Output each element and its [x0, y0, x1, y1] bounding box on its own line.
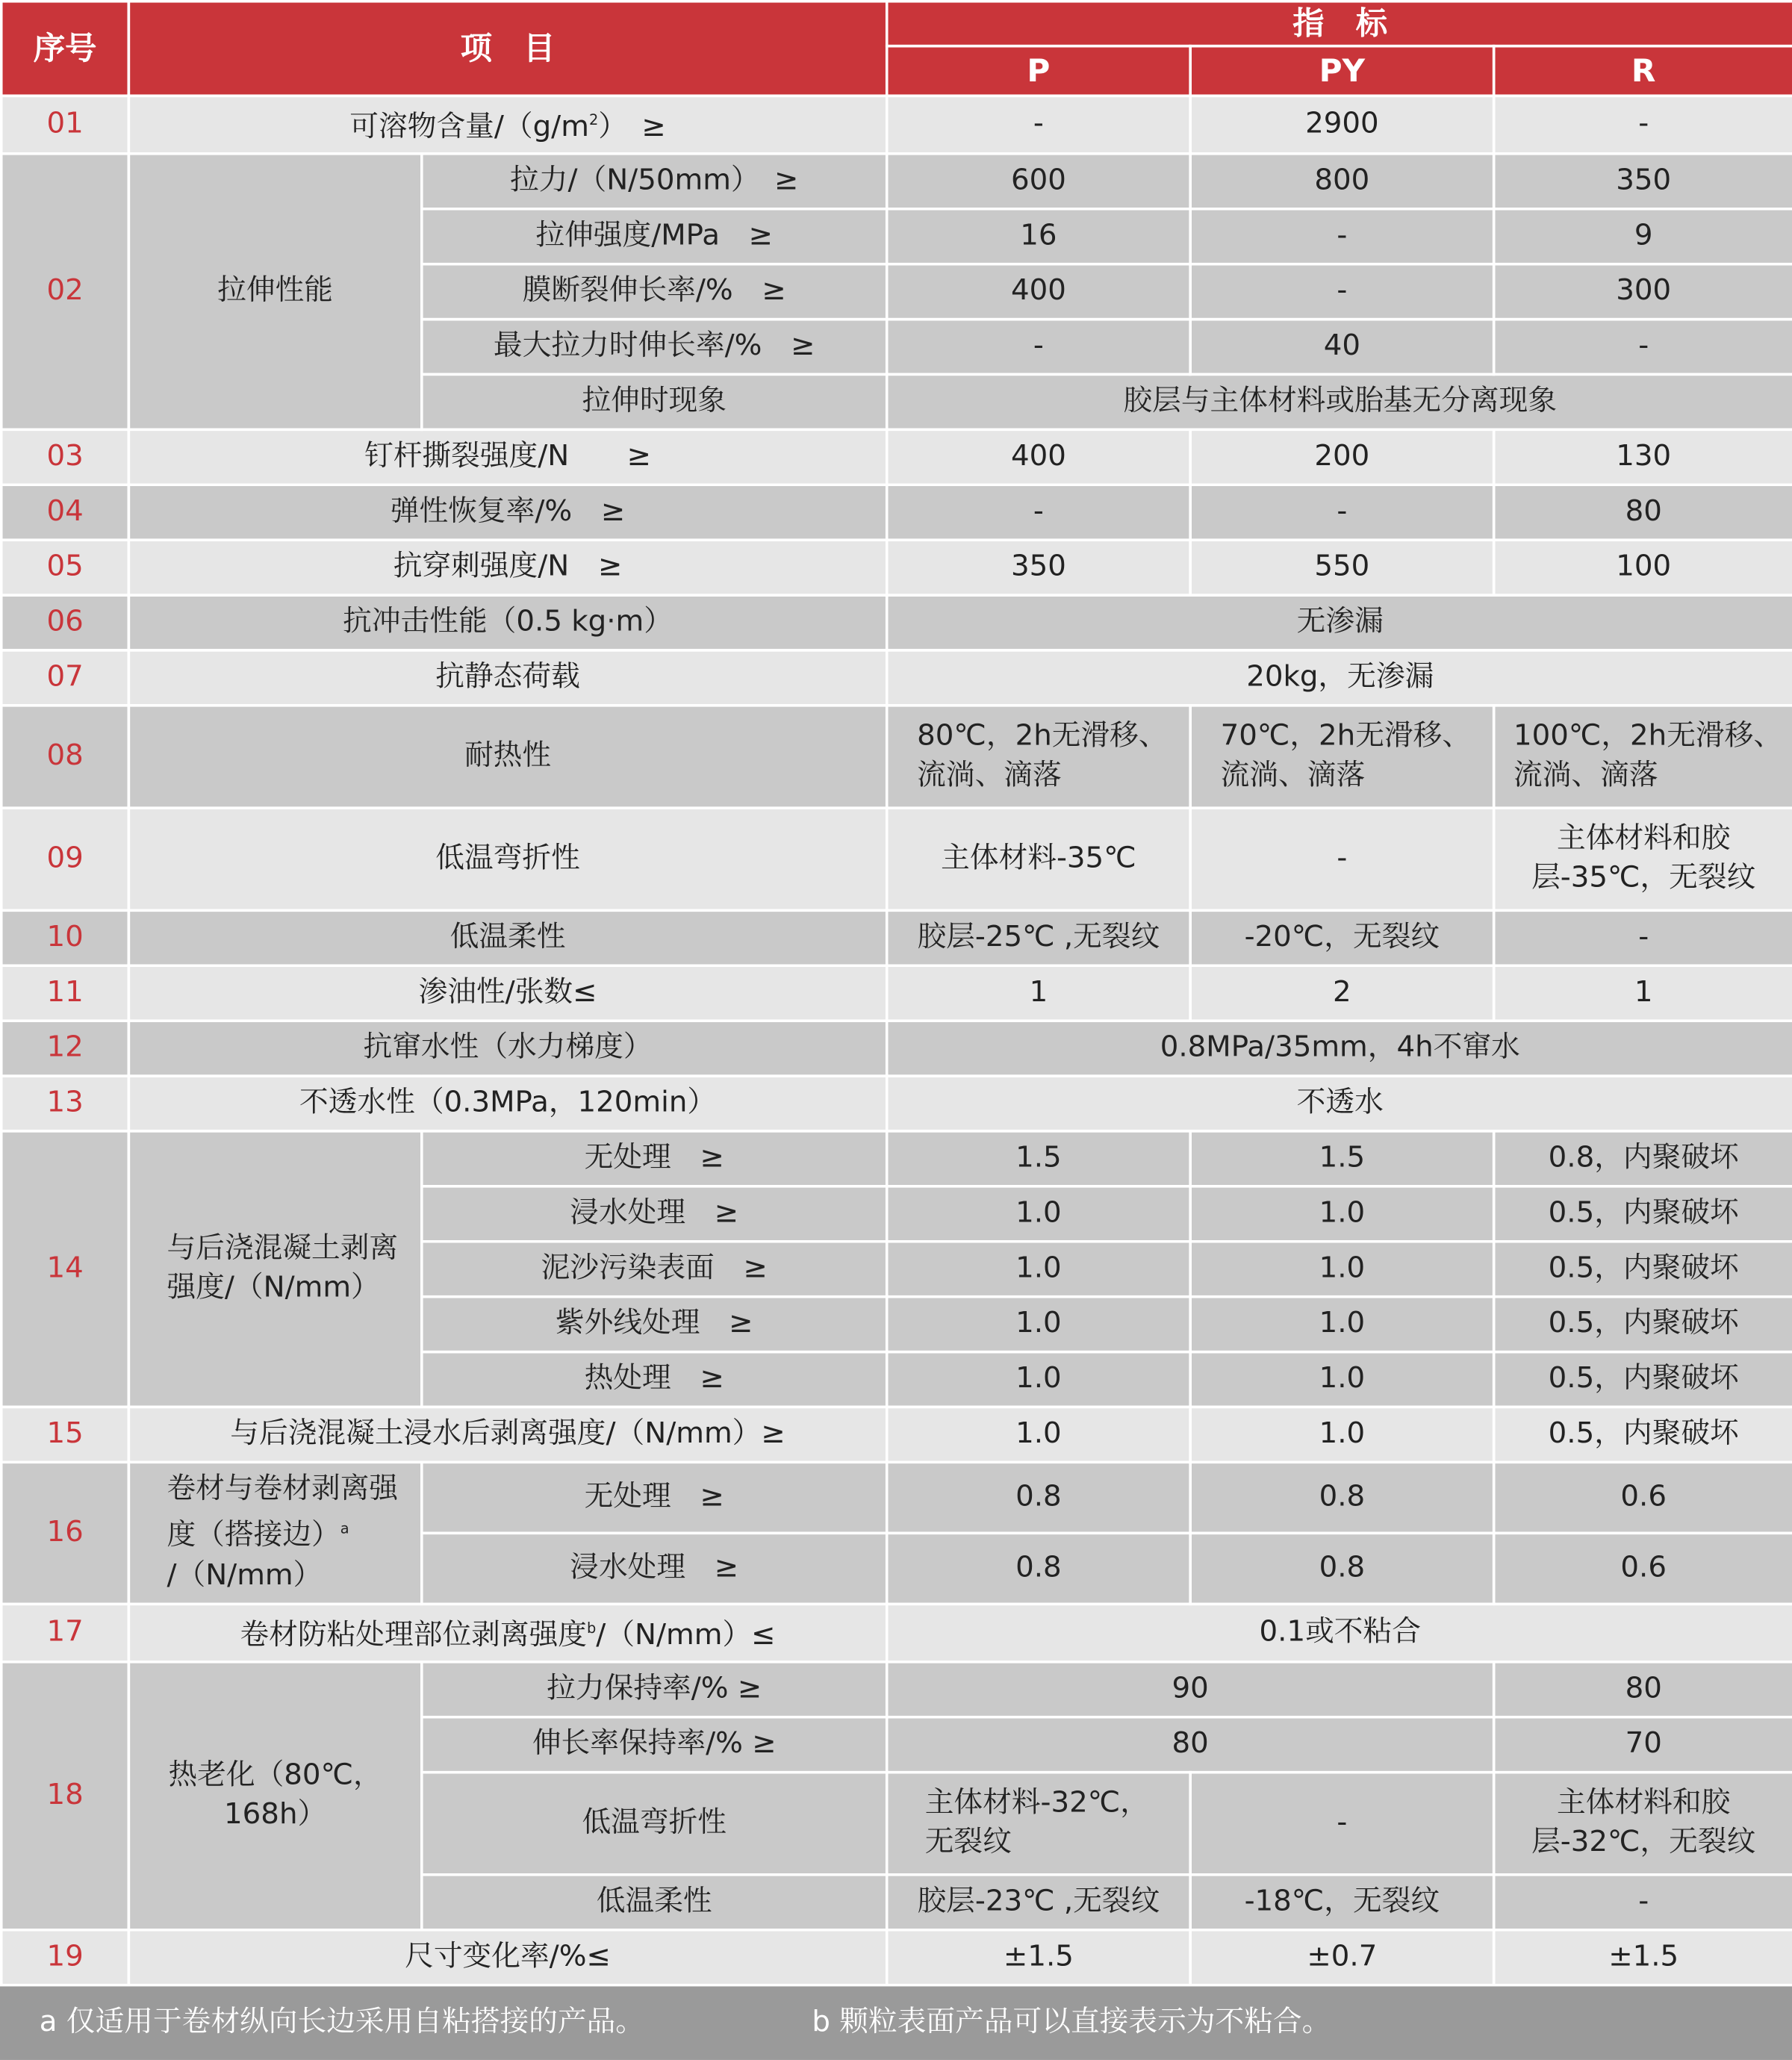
value-py: ±0.7	[1190, 1930, 1493, 1985]
row-12	[1, 1021, 1792, 1076]
row-number: 14	[1, 1131, 129, 1407]
value-py: 1.0	[1190, 1186, 1493, 1242]
value-r: 0.5，内聚破坏	[1494, 1242, 1792, 1297]
value-py: -18℃，无裂纹	[1190, 1875, 1493, 1930]
row-number: 06	[1, 595, 129, 650]
row-16	[1, 1462, 1792, 1533]
row-group: 与后浇混凝土剥离强度/（N/mm）	[128, 1131, 421, 1407]
footnote-b: b 颗粒表面产品可以直接表示为不粘合。	[812, 2005, 1331, 2039]
sub-item: 伸长率保持率/% ≥	[422, 1717, 887, 1773]
row-group-sup: a	[340, 1520, 349, 1538]
row-number: 12	[1, 1021, 129, 1076]
header-py: PY	[1190, 46, 1493, 96]
value-r: 主体材料和胶层-32℃，无裂纹	[1494, 1773, 1792, 1875]
row-group	[128, 1462, 421, 1604]
sub-item: 热处理 ≥	[422, 1352, 887, 1407]
sub-item: 无处理 ≥	[422, 1131, 887, 1186]
row-number: 08	[1, 706, 129, 808]
value-py: -	[1190, 209, 1493, 264]
value-r: 80	[1494, 485, 1792, 540]
row-group: 拉伸性能	[128, 154, 421, 430]
value-r: 300	[1494, 264, 1792, 320]
value-p: -	[887, 96, 1190, 153]
row-number: 05	[1, 540, 129, 595]
row-04	[1, 485, 1792, 540]
value-all: 0.1或不粘合	[887, 1604, 1792, 1661]
sub-item: 低温柔性	[422, 1875, 887, 1930]
footnote-a: a 仅适用于卷材纵向长边采用自粘搭接的产品。	[39, 2005, 645, 2039]
value-p: 0.8	[887, 1462, 1190, 1533]
row-group-unit: /（N/mm）	[167, 1558, 323, 1592]
value-r: 0.5，内聚破坏	[1494, 1186, 1792, 1242]
sub-item: 膜断裂伸长率/% ≥	[422, 264, 887, 320]
sub-item: 泥沙污染表面 ≥	[422, 1242, 887, 1297]
row-06	[1, 595, 1792, 650]
row-item: 尺寸变化率/%≤	[128, 1930, 886, 1985]
value-p: 400	[887, 429, 1190, 485]
row-number: 10	[1, 910, 129, 965]
value-p: -	[887, 320, 1190, 375]
sub-item: 无处理 ≥	[422, 1462, 887, 1533]
value-r: 100	[1494, 540, 1792, 595]
value-p: 400	[887, 264, 1190, 320]
value-py: -	[1190, 264, 1493, 320]
sub-item: 拉力保持率/% ≥	[422, 1662, 887, 1717]
value-all: 0.8MPa/35mm，4h不窜水	[887, 1021, 1792, 1076]
value-r: 70	[1494, 1717, 1792, 1773]
row-item: 抗窜水性（水力梯度）	[128, 1021, 886, 1076]
row-14	[1, 1131, 1792, 1186]
value-py: 2	[1190, 965, 1493, 1021]
value-py: -	[1190, 808, 1493, 910]
value-p-py: 80	[887, 1717, 1494, 1773]
row-number: 04	[1, 485, 129, 540]
row-item-sup: 2	[588, 112, 599, 130]
value-p: 1.0	[887, 1242, 1190, 1297]
row-09	[1, 808, 1792, 910]
sub-item: 紫外线处理 ≥	[422, 1297, 887, 1352]
value-py: 1.0	[1190, 1242, 1493, 1297]
value-r: 9	[1494, 209, 1792, 264]
value-r: 0.6	[1494, 1533, 1792, 1604]
header-r: R	[1494, 46, 1792, 96]
value-p: 0.8	[887, 1533, 1190, 1604]
value-p: 1	[887, 965, 1190, 1021]
value-p: ±1.5	[887, 1930, 1190, 1985]
sub-item: 最大拉力时伸长率/% ≥	[422, 320, 887, 375]
row-item: 抗冲击性能（0.5 kg·m）	[128, 595, 886, 650]
row-item-text: 卷材防粘处理部位剥离强度	[240, 1619, 588, 1652]
row-number: 01	[1, 96, 129, 153]
value-p: 16	[887, 209, 1190, 264]
value-p: 胶层-23℃ ,无裂纹	[887, 1875, 1190, 1930]
row-item: 低温弯折性	[128, 808, 886, 910]
value-p: 350	[887, 540, 1190, 595]
header-index: 指 标	[887, 1, 1792, 46]
value-py: 0.8	[1190, 1462, 1493, 1533]
row-number: 09	[1, 808, 129, 910]
value-r: 350	[1494, 154, 1792, 209]
row-05	[1, 540, 1792, 595]
value-r: -	[1494, 320, 1792, 375]
row-item-sup: b	[587, 1620, 597, 1637]
value-all: 不透水	[887, 1076, 1792, 1131]
sub-item: 拉伸时现象	[422, 374, 887, 429]
value-py: 70℃，2h无滑移、流淌、滴落	[1190, 706, 1493, 808]
row-number: 17	[1, 1604, 129, 1661]
row-item: 不透水性（0.3MPa，120min）	[128, 1076, 886, 1131]
row-number: 03	[1, 429, 129, 485]
sub-item: 拉力/（N/50mm） ≥	[422, 154, 887, 209]
value-r: 主体材料和胶层-35℃，无裂纹	[1494, 808, 1792, 910]
sub-item: 浸水处理 ≥	[422, 1533, 887, 1604]
header-p: P	[887, 46, 1190, 96]
row-item: 弹性恢复率/% ≥	[128, 485, 886, 540]
row-number: 11	[1, 965, 129, 1021]
row-08	[1, 706, 1792, 808]
value-py: 1.0	[1190, 1352, 1493, 1407]
value-r: 1	[1494, 965, 1792, 1021]
value-r: ±1.5	[1494, 1930, 1792, 1985]
value-p: -	[887, 485, 1190, 540]
row-item-end: /（N/mm）≤	[596, 1619, 776, 1652]
sub-item: 低温弯折性	[422, 1773, 887, 1875]
row-item: 与后浇混凝土浸水后剥离强度/（N/mm）≥	[128, 1407, 886, 1462]
value-py: 200	[1190, 429, 1493, 485]
value-p: 1.5	[887, 1131, 1190, 1186]
row-group-text: 卷材与卷材剥离强度（搭接边）	[167, 1473, 399, 1553]
row-number: 15	[1, 1407, 129, 1462]
value-py: 2900	[1190, 96, 1493, 153]
row-17	[1, 1604, 1792, 1661]
value-p: 1.0	[887, 1352, 1190, 1407]
row-02	[1, 154, 1792, 209]
row-07	[1, 650, 1792, 706]
value-r: 0.5，内聚破坏	[1494, 1407, 1792, 1462]
value-all: 20kg，无渗漏	[887, 650, 1792, 706]
value-py: -	[1190, 1773, 1493, 1875]
value-py: 1.0	[1190, 1297, 1493, 1352]
sub-item: 浸水处理 ≥	[422, 1186, 887, 1242]
value-r: 100℃，2h无滑移、流淌、滴落	[1494, 706, 1792, 808]
value-py: 1.5	[1190, 1131, 1493, 1186]
value-r: -	[1494, 1875, 1792, 1930]
value-py: 550	[1190, 540, 1493, 595]
value-p: 1.0	[887, 1186, 1190, 1242]
value-py: 40	[1190, 320, 1493, 375]
row-01	[1, 96, 1792, 153]
value-p: 80℃，2h无滑移、流淌、滴落	[887, 706, 1190, 808]
row-number: 19	[1, 1930, 129, 1985]
value-py: 0.8	[1190, 1533, 1493, 1604]
value-p: 1.0	[887, 1297, 1190, 1352]
value-p: 胶层-25℃ ,无裂纹	[887, 910, 1190, 965]
row-item: 钉杆撕裂强度/N ≥	[128, 429, 886, 485]
row-item: 抗穿刺强度/N ≥	[128, 540, 886, 595]
row-19	[1, 1930, 1792, 1985]
header-item: 项 目	[128, 1, 886, 96]
row-item	[128, 96, 886, 153]
row-10	[1, 910, 1792, 965]
row-number: 07	[1, 650, 129, 706]
row-15	[1, 1407, 1792, 1462]
value-r: 80	[1494, 1662, 1792, 1717]
row-item: 渗油性/张数≤	[128, 965, 886, 1021]
value-r: 130	[1494, 429, 1792, 485]
value-p: 600	[887, 154, 1190, 209]
row-number: 18	[1, 1662, 129, 1930]
value-p: 主体材料-35℃	[887, 808, 1190, 910]
value-r: 0.8，内聚破坏	[1494, 1131, 1792, 1186]
value-py: 800	[1190, 154, 1493, 209]
value-py: 1.0	[1190, 1407, 1493, 1462]
row-item-end: ） ≥	[598, 111, 666, 144]
row-item-text: 可溶物含量/（g/m	[349, 111, 589, 144]
value-r: -	[1494, 910, 1792, 965]
value-p: 1.0	[887, 1407, 1190, 1462]
value-p: 主体材料-32℃，无裂纹	[887, 1773, 1190, 1875]
value-p-py: 90	[887, 1662, 1494, 1717]
sub-item: 拉伸强度/MPa ≥	[422, 209, 887, 264]
header-no: 序号	[1, 1, 129, 96]
row-number: 02	[1, 154, 129, 430]
row-item: 低温柔性	[128, 910, 886, 965]
row-03	[1, 429, 1792, 485]
value-r: 0.5，内聚破坏	[1494, 1352, 1792, 1407]
value-all: 胶层与主体材料或胎基无分离现象	[887, 374, 1792, 429]
row-13	[1, 1076, 1792, 1131]
value-r: -	[1494, 96, 1792, 153]
value-py: -20℃，无裂纹	[1190, 910, 1493, 965]
row-item: 抗静态荷载	[128, 650, 886, 706]
value-py: -	[1190, 485, 1493, 540]
row-18	[1, 1662, 1792, 1717]
row-item: 耐热性	[128, 706, 886, 808]
row-group: 热老化（80℃，168h）	[128, 1662, 421, 1930]
value-r: 0.6	[1494, 1462, 1792, 1533]
value-all: 无渗漏	[887, 595, 1792, 650]
row-11	[1, 965, 1792, 1021]
row-item	[128, 1604, 886, 1661]
footnote-bar	[0, 1986, 1792, 2060]
row-number: 13	[1, 1076, 129, 1131]
value-r: 0.5，内聚破坏	[1494, 1297, 1792, 1352]
row-number: 16	[1, 1462, 129, 1604]
